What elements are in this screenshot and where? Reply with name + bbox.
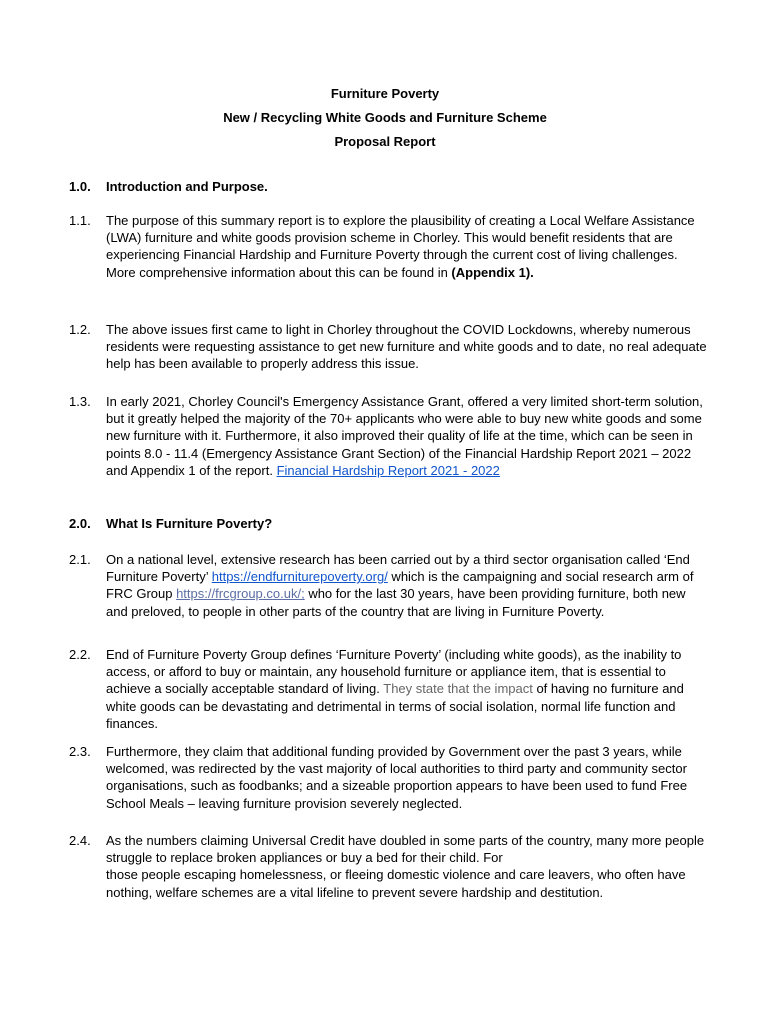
section-1-heading [69, 178, 709, 195]
paragraph-text: Furthermore, they claim that additional funding provided by Government over the past 3 years, while welcomed, was redirected by the vast majority of local authorities to third party and community sector organisations, such as foodbanks; and a sizeable proportion appears to have been used to fund Free School Meals – leaving furniture provision severely neglected. [106, 744, 688, 811]
paragraph-2-3 [69, 743, 709, 812]
paragraph-text-a: End of Furniture Poverty Group defines ‘Furniture Poverty’ (including white goods), as the inability to access, or afford to buy or maintain, any household furniture or appliance item, that is essential to achieve a socially acceptable standard of living. [106, 647, 682, 697]
paragraph-2-4 [69, 832, 709, 901]
paragraph-text: In early 2021, Chorley Council's Emergency Assistance Grant, offered a very limited short-term solution, but it greatly helped the majority of the 70+ applicants who were able to buy new white goods and some new furniture with it. Furthermore, it also improved their quality of life at the time, which can be seen in points 8.0 - 11.4 (Emergency Assistance Grant Section) of the Financial Hardship Report 2021 – 2022 and Appendix 1 of the report. [106, 394, 703, 478]
paragraph-number: 1.1. [69, 213, 91, 228]
title-proposal-report: Proposal Report [334, 134, 436, 149]
title-furniture-poverty: Furniture Poverty [330, 86, 440, 101]
paragraph-text-a: On a national level, extensive research has been carried out by a third sector organisation called ‘End Furniture Poverty’ [106, 552, 690, 585]
paragraph-number: 2.1. [69, 552, 91, 567]
frc-group-link[interactable]: https://frcgroup.co.uk/; [176, 586, 305, 602]
paragraph-text-b: which is the campaigning and social research arm of FRC Group [106, 569, 694, 602]
paragraph-text-b: of having no furniture and white goods can be devastating and detrimental in terms of social isolation, normal life function and finances. [106, 681, 684, 731]
paragraph-number: 1.2. [69, 322, 91, 337]
section-1-number: 1.0. [69, 179, 91, 194]
financial-hardship-report-link[interactable]: Financial Hardship Report 2021 - 2022 [276, 462, 500, 478]
paragraph-text-c: who for the last 30 years, have been providing furniture, both new and preloved, to people in other parts of the country that are living in Furniture Poverty. [106, 586, 686, 619]
highlighted-phrase: They state that the impact [383, 681, 533, 697]
title-scheme: New / Recycling White Goods and Furniture Scheme [223, 110, 547, 125]
end-furniture-poverty-link[interactable]: https://endfurniturepoverty.org/ [211, 569, 388, 585]
paragraph-number: 2.3. [69, 744, 91, 759]
paragraph-1-3 [69, 393, 709, 479]
paragraph-number: 1.3. [69, 394, 91, 409]
paragraph-2-2 [69, 646, 709, 732]
section-2-title: What Is Furniture Poverty? [106, 516, 273, 531]
paragraph-number: 2.4. [69, 833, 91, 848]
paragraph-text: The above issues first came to light in Chorley throughout the COVID Lockdowns, whereby numerous residents were requesting assistance to get new furniture and white goods and to date, no real adequate help has been available to properly address this issue. [106, 322, 707, 372]
section-1-title: Introduction and Purpose. [106, 179, 268, 194]
paragraph-number: 2.2. [69, 647, 91, 662]
section-2-heading [69, 515, 709, 532]
section-2-number: 2.0. [69, 516, 91, 531]
paragraph-text-line2: those people escaping homelessness, or fleeing domestic violence and care leavers, who often have nothing, welfare schemes are a vital lifeline to prevent severe hardship and destitution. [106, 867, 686, 900]
paragraph-1-1 [69, 212, 709, 281]
report-title-block [0, 86, 770, 158]
appendix-reference: (Appendix 1). [451, 264, 534, 280]
paragraph-text: The purpose of this summary report is to explore the plausibility of creating a Local Welfare Assistance (LWA) furniture and white goods provision scheme in Chorley. This would benefit residents that are experiencing Financial Hardship and Furniture Poverty through the current cost of living challenges. More comprehensive information about this can be found in [106, 213, 695, 280]
paragraph-2-1 [69, 551, 709, 620]
paragraph-1-2 [69, 321, 709, 373]
paragraph-text-line1: As the numbers claiming Universal Credit have doubled in some parts of the country, many more people struggle to replace broken appliances or buy a bed for their child. For [106, 833, 705, 866]
